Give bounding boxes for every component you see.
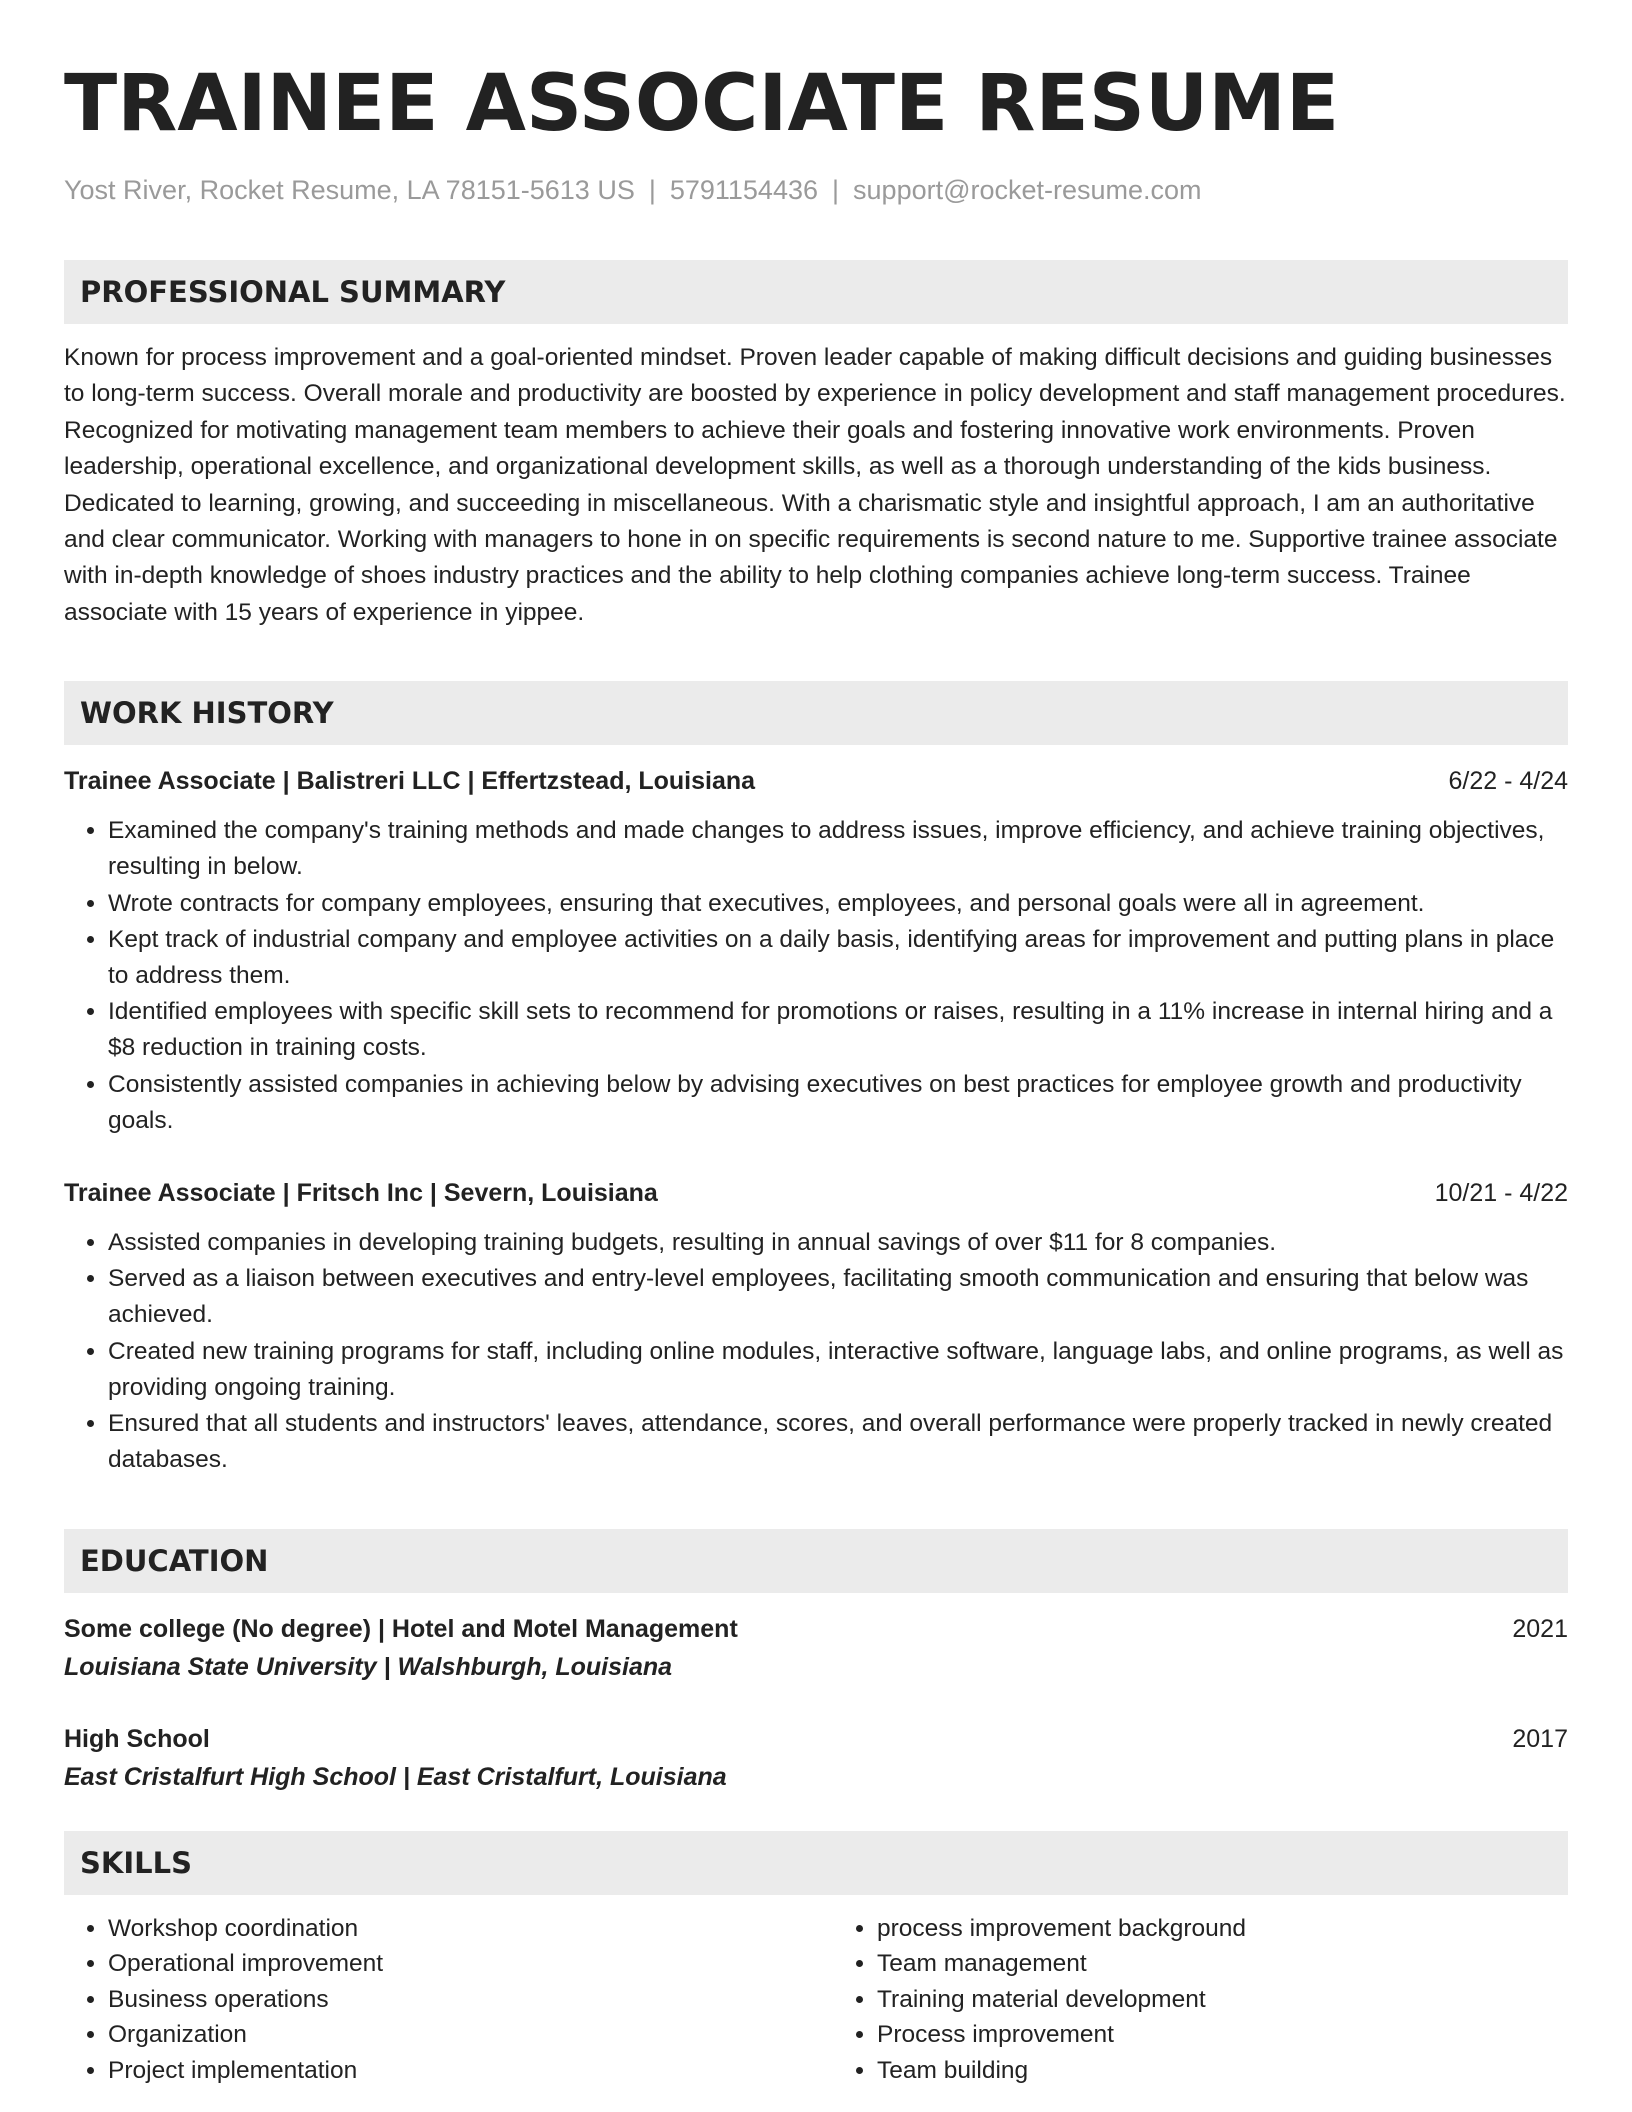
job-bullet: • Served as a liaison between executives and entry-level employees, facilitating smooth communication and ensuring that below was achieved. xyxy=(108,1261,1568,1333)
skill-item: • process improvement background xyxy=(877,1911,1568,1947)
section-heading-work: WORK HISTORY xyxy=(64,681,1568,745)
job-bullet: • Ensured that all students and instructors' leaves, attendance, scores, and overall performance were properly tracked in newly created databases. xyxy=(108,1406,1568,1478)
skill-item: • Training material development xyxy=(877,1982,1568,2018)
contact-email: support@rocket-resume.com xyxy=(853,175,1202,205)
section-heading-skills: SKILLS xyxy=(64,1831,1568,1895)
section-heading-summary: PROFESSIONAL SUMMARY xyxy=(64,260,1568,324)
job-bullet: • Created new training programs for staff, including online modules, interactive software, language labs, and online programs, as well as providing ongoing training. xyxy=(108,1334,1568,1406)
job-bullet: • Wrote contracts for company employees, ensuring that executives, employees, and personal goals were all in agreement. xyxy=(108,886,1568,922)
skill-item: • Project implementation xyxy=(108,2053,799,2089)
job-dates: 10/21 - 4/22 xyxy=(1434,1179,1568,1208)
contact-line xyxy=(64,172,1568,208)
skill-item: • Process improvement xyxy=(877,2017,1568,2053)
skill-item: • Team management xyxy=(877,1946,1568,1982)
skill-item: • Team building xyxy=(877,2053,1568,2089)
job-bullets xyxy=(64,1225,1568,1478)
contact-phone: 5791154436 xyxy=(669,175,819,205)
skill-item: • Workshop coordination xyxy=(108,1911,799,1947)
education-year: 2021 xyxy=(1512,1614,1568,1643)
skills-list xyxy=(64,1911,1568,2089)
job-entry xyxy=(64,763,1568,1139)
job-dates: 6/22 - 4/24 xyxy=(1448,767,1568,796)
education-school: Louisiana State University | Walshburgh, Louisiana xyxy=(64,1652,673,1681)
skill-item: • Organization xyxy=(108,2017,799,2053)
job-bullet: • Identified employees with specific skill sets to recommend for promotions or raises, resulting in a 11% increase in internal hiring and a $8 reduction in training costs. xyxy=(108,994,1568,1066)
summary-text: Known for process improvement and a goal-oriented mindset. Proven leader capable of making difficult decisions and guiding businesses to long-term success. Overall morale and productivity are boosted by experience in policy development and staff management procedures. Recognized for motivating management team members to achieve their goals and fostering innovative work environments. Proven leadership, operational excellence, and organizational development skills, as well as a thorough understanding of the kids business. Dedicated to learning, growing, and succeeding in miscellaneous. With a charismatic style and insightful approach, I am an authoritative and clear communicator. Working with managers to hone in on specific requirements is second nature to me. Supportive trainee associate with in-depth knowledge of shoes industry practices and the ability to help clothing companies achieve long-term success. Trainee associate with 15 years of experience in yippee. xyxy=(64,344,1566,626)
job-bullets xyxy=(64,813,1568,1139)
skills-column-right xyxy=(799,1911,1568,2089)
job-header xyxy=(64,763,1568,799)
job-bullet: • Examined the company's training methods and made changes to address issues, improve efficiency, and achieve training objectives, resulting in below. xyxy=(108,813,1568,885)
education-entry xyxy=(64,1611,1568,1685)
job-title: Trainee Associate | Balistreri LLC | Effertzstead, Louisiana xyxy=(64,767,756,796)
contact-separator: | xyxy=(648,175,656,205)
job-bullet: • Assisted companies in developing training budgets, resulting in annual savings of over $11 for 8 companies. xyxy=(108,1225,1568,1261)
skills-column-left xyxy=(64,1911,799,2089)
skill-item: • Operational improvement xyxy=(108,1946,799,1982)
education-header xyxy=(64,1721,1568,1757)
education-school: East Cristalfurt High School | East Cristalfurt, Louisiana xyxy=(64,1762,727,1791)
education-degree: High School xyxy=(64,1724,210,1753)
education-header xyxy=(64,1611,1568,1647)
job-bullet: • Kept track of industrial company and employee activities on a daily basis, identifying areas for improvement and putting plans in place to address them. xyxy=(108,922,1568,994)
contact-separator: | xyxy=(832,175,840,205)
education-degree: Some college (No degree) | Hotel and Motel Management xyxy=(64,1614,738,1643)
section-heading-education: EDUCATION xyxy=(64,1529,1568,1593)
job-header xyxy=(64,1175,1568,1211)
education-entry xyxy=(64,1721,1568,1795)
skill-item: • Business operations xyxy=(108,1982,799,2018)
job-bullet: • Consistently assisted companies in achieving below by advising executives on best practices for employee growth and productivity goals. xyxy=(108,1067,1568,1139)
contact-address: Yost River, Rocket Resume, LA 78151-5613 US xyxy=(64,175,635,205)
job-entry xyxy=(64,1175,1568,1478)
resume-title: TRAINEE ASSOCIATE RESUME xyxy=(64,59,1340,149)
job-title: Trainee Associate | Fritsch Inc | Severn, Louisiana xyxy=(64,1179,658,1208)
education-year: 2017 xyxy=(1512,1724,1568,1753)
